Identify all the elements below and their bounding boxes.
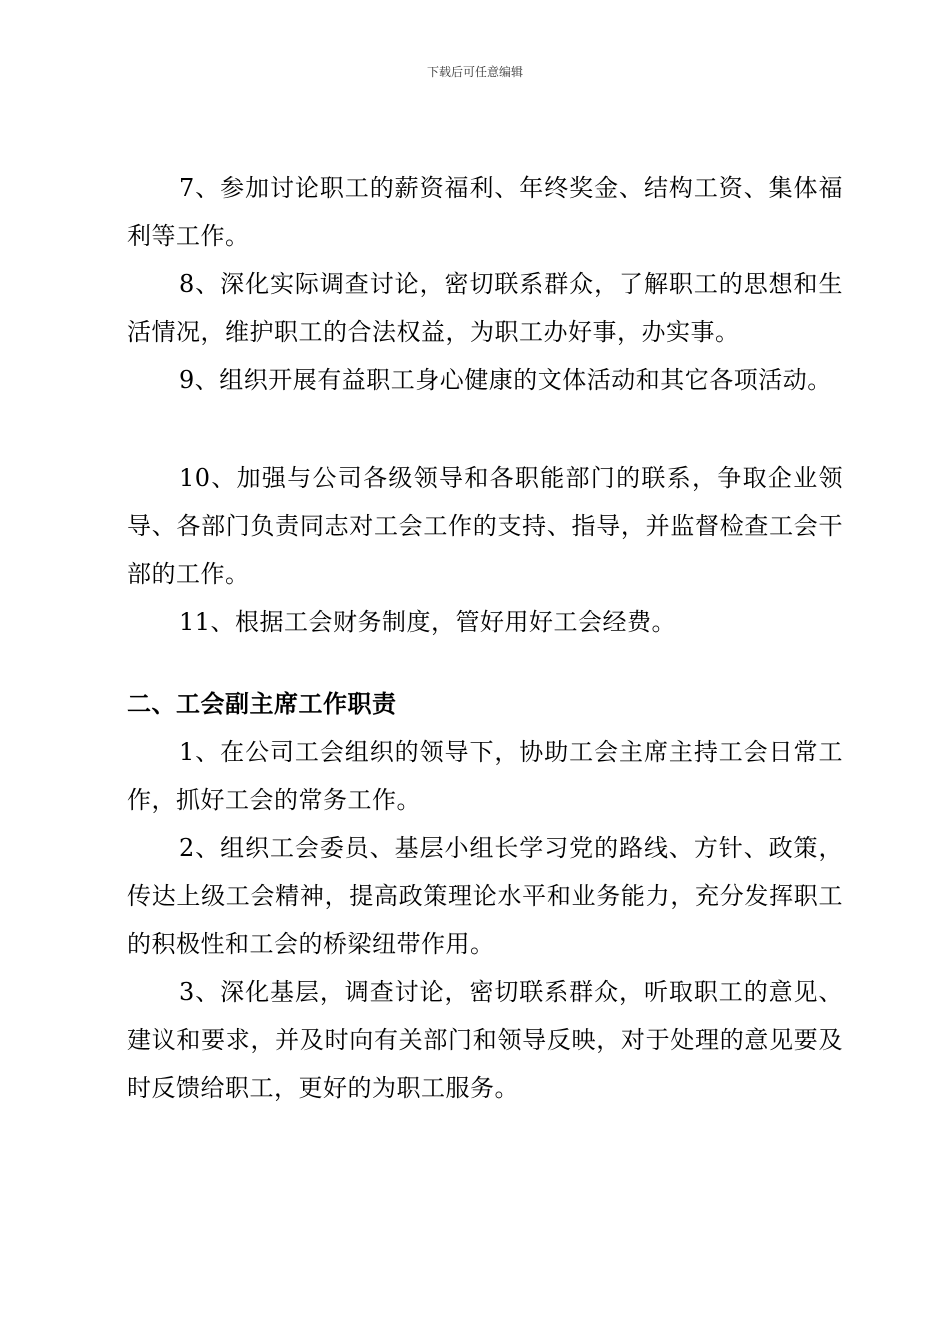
page-header: 下载后可任意编辑	[426, 65, 523, 79]
paragraph-item-1: 1、在公司工会组织的领导下，协助工会主席主持工会日常工作，抓好工会的常务工作。	[127, 738, 843, 814]
paragraph-item-8: 8、深化实际调查讨论，密切联系群众，了解职工的思想和生活情况，维护职工的合法权益，为职工办好事，办实事。	[127, 270, 843, 346]
paragraph-item-3: 3、深化基层，调查讨论，密切联系群众，听取职工的意见、建议和要求，并及时向有关部门和领导反映，对于处理的意见要及时反馈给职工，更好的为职工服务。	[127, 978, 843, 1102]
paragraph-item-9: 9、组织开展有益职工身心健康的文体活动和其它各项活动。	[179, 366, 832, 394]
paragraph-item-2: 2、组织工会委员、基层小组长学习党的路线、方针、政策，传达上级工会精神，提高政策理论水平和业务能力，充分发挥职工的积极性和工会的桥梁纽带作用。	[127, 834, 843, 958]
section-heading: 二、工会副主席工作职责	[127, 690, 397, 718]
paragraph-item-11: 11、根据工会财务制度，管好用好工会经费。	[179, 608, 677, 636]
document-body	[127, 164, 843, 1112]
paragraph-item-10: 10、加强与公司各级领导和各职能部门的联系，争取企业领导、各部门负责同志对工会工作的支持、指导，并监督检查工会干部的工作。	[127, 464, 843, 588]
paragraph-item-7: 7、参加讨论职工的薪资福利、年终奖金、结构工资、集体福利等工作。	[127, 174, 843, 250]
